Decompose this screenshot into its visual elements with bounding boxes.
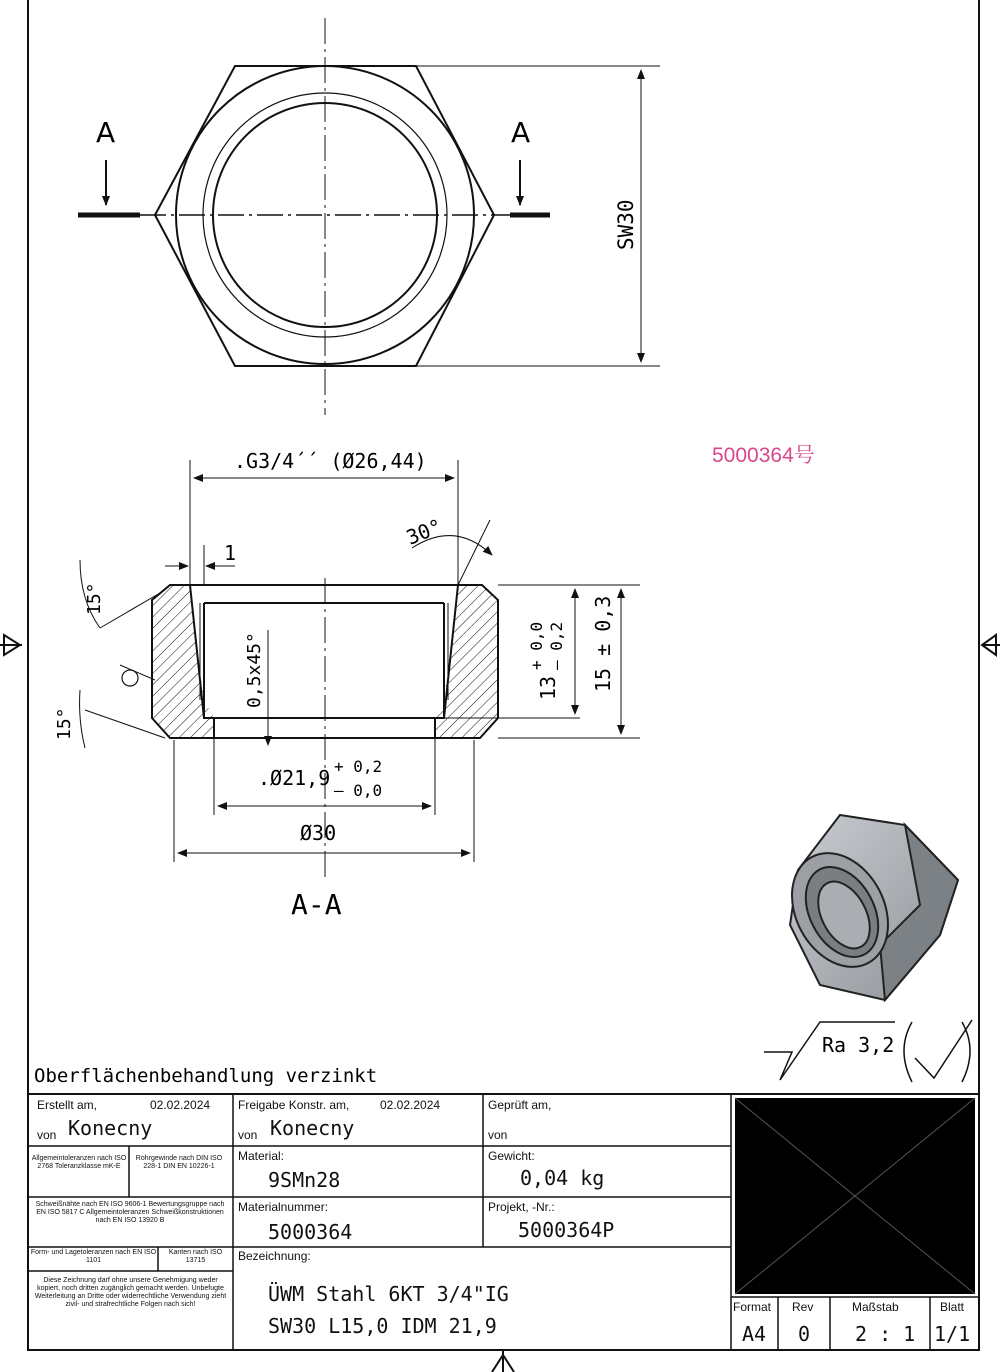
projekt-value: 5000364P <box>518 1218 615 1242</box>
material-label: Material: <box>238 1149 285 1163</box>
dim-depth-13-tol-upper: + 0,0 <box>527 621 546 670</box>
format-label: Format <box>733 1300 772 1314</box>
blatt-label: Blatt <box>940 1300 965 1314</box>
projekt-label: Projekt, -Nr.: <box>488 1200 555 1214</box>
erstellt-label: Erstellt am, <box>37 1098 98 1112</box>
dim-angle-15-top: 15° <box>84 582 105 615</box>
copyright-note: Diese Zeichnung darf ohne unsere Genehmigung weder kopiert, noch dritten zugänglich gemacht werden. Unbefugte Weiterleitung an Dritte oder widerrechtliche Verwendung zieht zivil- und strafrechtliche Folgen nach sich! <box>34 1277 227 1308</box>
rev-label: Rev <box>792 1300 814 1314</box>
von-label-2: von <box>238 1128 258 1142</box>
bezeichnung-line2: SW30 L15,0 IDM 21,9 <box>268 1314 497 1338</box>
section-label-a-left: A <box>96 116 116 149</box>
erstellt-by: Konecny <box>68 1116 153 1140</box>
freigabe-date: 02.02.2024 <box>380 1098 441 1112</box>
tolerance-general: Allgemeintoleranzen nach ISO 2768 Toleranzklasse mK-E <box>31 1155 127 1170</box>
dim-angle-30: 30° <box>402 513 446 550</box>
dim-chamfer-inner: 0,5x45° <box>244 632 265 708</box>
blatt-value: 1/1 <box>934 1322 971 1346</box>
gewicht-label: Gewicht: <box>488 1149 535 1163</box>
dim-sw30: SW30 <box>614 199 638 250</box>
materialnummer-label: Materialnummer: <box>238 1200 329 1214</box>
massstab-value: 2 : 1 <box>855 1322 916 1346</box>
welding-note: Schweißnähte nach EN ISO 9606-1 Bewertungsgruppe nach EN ISO 5817 C Allgemeintoleranzen Schweißkonstruktionen nach EN ISO 13920 B <box>35 1201 225 1224</box>
top-view <box>78 18 660 415</box>
surface-treatment: Oberflächenbehandlung verzinkt <box>34 1065 378 1087</box>
roughness-value: Ra 3,2 <box>822 1033 895 1057</box>
freigabe-label: Freigabe Konstr. am, <box>238 1098 350 1112</box>
section-title: A-A <box>291 888 342 921</box>
bezeichnung-line1: ÜWM Stahl 6KT 3/4"IG <box>268 1282 509 1306</box>
dim-bore-tol-lower: – 0,0 <box>334 781 383 800</box>
dim-depth-13-tol-lower: – 0,2 <box>547 621 566 670</box>
dim-bore-tol-upper: + 0,2 <box>334 757 383 776</box>
dim-outer-dia: Ø30 <box>300 821 337 845</box>
isometric-nut-image <box>773 815 958 1000</box>
dim-bore: .Ø21,9 <box>258 766 331 790</box>
dim-height-15: 15 ± 0,3 <box>591 595 615 692</box>
dim-thread: .G3/4´´ (Ø26,44) <box>234 449 427 473</box>
section-label-a-right: A <box>511 116 531 149</box>
material-value: 9SMn28 <box>268 1168 341 1192</box>
red-annotation: 5000364号 <box>712 444 815 467</box>
kanten-note: Kanten nach ISO 13715 <box>168 1249 223 1264</box>
freigabe-by: Konecny <box>270 1116 355 1140</box>
dim-angle-15-bottom: 15° <box>54 707 75 740</box>
geprueft-label: Geprüft am, <box>488 1098 552 1112</box>
tolerance-thread: Rohrgewinde nach DIN ISO 228-1 DIN EN 10226-1 <box>135 1155 223 1170</box>
von-label-3: von <box>488 1128 508 1142</box>
von-label-1: von <box>37 1128 57 1142</box>
dim-depth-13: 13 <box>536 675 560 700</box>
bezeichnung-label: Bezeichnung: <box>238 1249 311 1263</box>
materialnummer-value: 5000364 <box>268 1220 353 1244</box>
logo-placeholder <box>735 1098 975 1294</box>
rev-value: 0 <box>798 1322 811 1346</box>
massstab-label: Maßstab <box>852 1300 899 1314</box>
form-tolerance: Form- und Lagetoleranzen nach EN ISO 1101 <box>30 1249 157 1264</box>
dim-chamfer-1: 1 <box>224 541 237 565</box>
format-value: A4 <box>742 1322 767 1346</box>
erstellt-date: 02.02.2024 <box>150 1098 211 1112</box>
gewicht-value: 0,04 kg <box>520 1166 605 1190</box>
